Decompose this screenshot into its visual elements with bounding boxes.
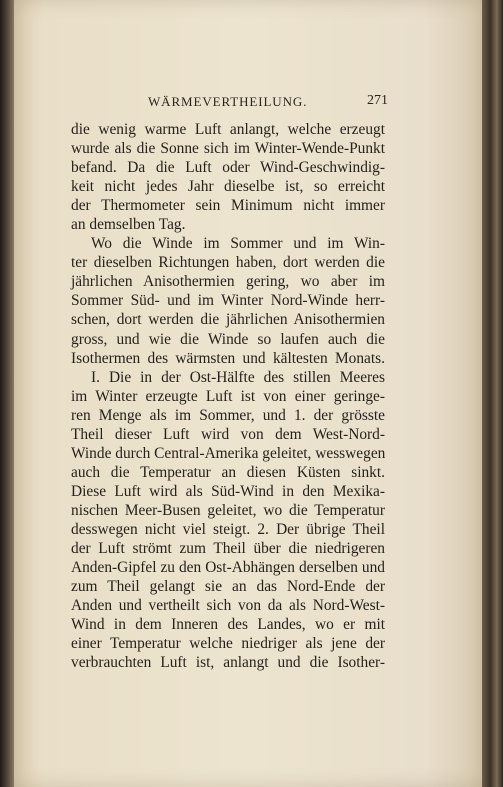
- text-line: Anden und vertheilt sich von da als Nord-West-: [71, 597, 385, 615]
- book-gutter: [482, 0, 503, 787]
- text-line: auch die Temperatur an diesen Küsten sinkt.: [71, 463, 385, 481]
- text-line: I. Die in der Ost-Hälfte des stillen Meeres: [91, 368, 385, 386]
- body-text: [71, 120, 385, 672]
- text-line: jährlichen Anisothermien gering, wo aber im: [71, 273, 385, 291]
- text-line: im Winter erzeugte Luft ist von einer geringe-: [71, 387, 385, 405]
- text-line: wurde als die Sonne sich im Winter-Wende-Punkt: [71, 140, 385, 158]
- paragraph: [71, 368, 385, 673]
- text-line: ter dieselben Richtungen haben, dort werden die: [71, 254, 385, 272]
- text-line: Isothermen des wärmsten und kältesten Monats.: [71, 349, 385, 367]
- text-line: Winde durch Central-Amerika geleitet, wesswegen: [71, 444, 386, 462]
- paragraph: [71, 234, 385, 367]
- text-line: die wenig warme Luft anlangt, welche erzeugt: [71, 121, 385, 138]
- text-line: zum Theil gelangt sie an das Nord-Ende der: [71, 578, 385, 596]
- text-line: keit nicht jedes Jahr dieselbe ist, so erreicht: [71, 178, 385, 196]
- text-line: Wo die Winde im Sommer und im Win-: [91, 235, 385, 253]
- text-line: verbrauchten Luft ist, anlangt und die Isother-: [71, 654, 385, 672]
- text-line: schen, dort werden die jährlichen Anisothermien: [71, 311, 385, 329]
- text-line: gross, und wie die Winde so laufen auch die: [71, 330, 385, 348]
- running-head: WÄRMEVERTHEILUNG.: [148, 94, 308, 109]
- paragraph: [71, 120, 385, 234]
- text-line: desswegen nicht viel steigt. 2. Der übrige Theil: [71, 520, 385, 538]
- page-header: [148, 94, 388, 114]
- text-line: Diese Luft wird als Süd-Wind in den Mexika-: [71, 482, 385, 500]
- text-line: der Thermometer sein Minimum nicht immer: [71, 197, 385, 215]
- text-line: Theil dieser Luft wird von dem West-Nord-: [71, 425, 385, 443]
- text-line: befand. Da die Luft oder Wind-Geschwindig-: [71, 159, 385, 177]
- page-number: 271: [367, 93, 388, 108]
- text-line: Sommer Süd- und im Winter Nord-Winde herr-: [71, 292, 385, 310]
- text-line: Wind in dem Inneren des Landes, wo er mit: [71, 616, 385, 634]
- text-line: Anden-Gipfel zu den Ost-Abhängen derselben und: [71, 559, 385, 577]
- text-line: an demselben Tag.: [71, 216, 186, 234]
- text-line: nischen Meer-Busen geleitet, wo die Temperatur: [71, 501, 385, 519]
- text-line: der Luft strömt zum Theil über die niedrigeren: [71, 540, 385, 558]
- text-line: ren Menge als im Sommer, und 1. der grösste: [71, 406, 385, 424]
- text-line: einer Temperatur welche niedriger als jene der: [71, 635, 385, 653]
- book-left-edge: [0, 0, 14, 787]
